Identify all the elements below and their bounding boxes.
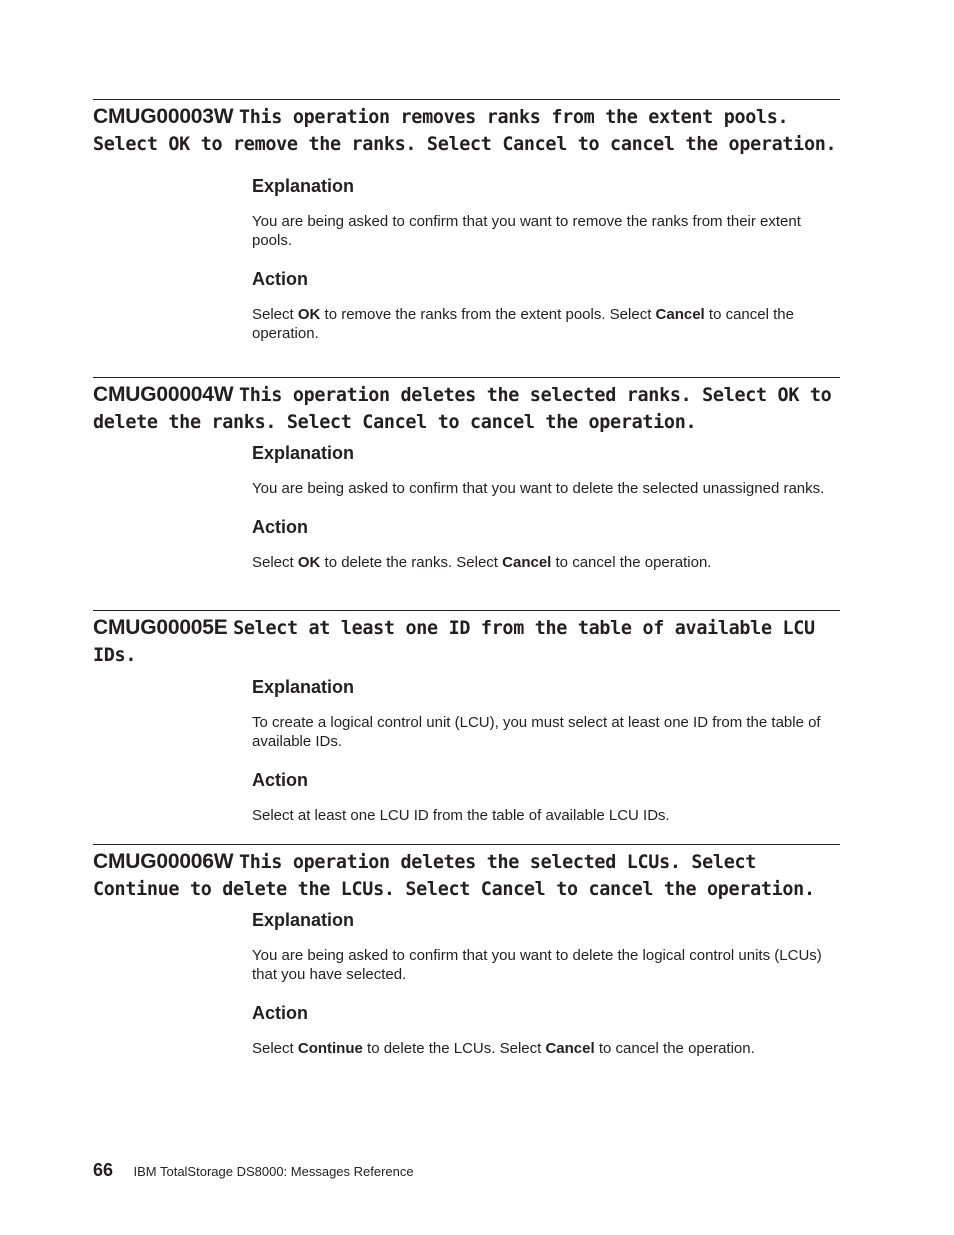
message-body [252, 175, 840, 343]
action-text-run: to cancel the operation. [551, 554, 712, 571]
message-heading [93, 849, 840, 903]
action-text-run: Select [252, 554, 298, 571]
message-title: This operation removes ranks from the extent pools. Select OK to remove the ranks. Select Cancel to cancel the operation. [93, 107, 837, 155]
message-id: CMUG00006W [93, 850, 234, 873]
explanation-heading: Explanation [252, 443, 355, 463]
book-title: IBM TotalStorage DS8000: Messages Reference [133, 1164, 414, 1179]
action-heading: Action [252, 269, 308, 289]
action-text-run: Select [252, 1040, 298, 1057]
message-entry [93, 844, 840, 1058]
action-heading: Action [252, 1003, 308, 1023]
action-keyword: OK [297, 554, 321, 571]
action-text [252, 1039, 840, 1058]
message-entry [93, 377, 840, 572]
explanation-heading: Explanation [252, 677, 355, 697]
message-id: CMUG00005E [93, 616, 228, 639]
message-id: CMUG00003W [93, 105, 234, 128]
message-entry [93, 610, 840, 825]
message-heading [93, 382, 840, 436]
action-text [252, 305, 840, 343]
message-title: Select at least one ID from the table of available LCU IDs. [93, 618, 815, 666]
action-text-run: Select at least one LCU ID from the table of available LCU IDs. [252, 807, 670, 824]
message-entry [93, 99, 840, 343]
message-heading [93, 104, 840, 158]
action-keyword: Cancel [502, 554, 552, 571]
action-text-run: to remove the ranks from the extent pools. Select [320, 306, 656, 323]
message-title: This operation deletes the selected ranks. Select OK to delete the ranks. Select Cancel to cancel the operation. [93, 385, 832, 433]
action-heading: Action [252, 517, 308, 537]
message-heading [93, 615, 840, 669]
explanation-text: To create a logical control unit (LCU), you must select at least one ID from the table of available IDs. [252, 714, 821, 750]
action-heading: Action [252, 770, 308, 790]
action-text-run: to cancel the operation. [594, 1040, 755, 1057]
action-keyword: Cancel [545, 1040, 595, 1057]
action-text-run: to delete the LCUs. Select [362, 1040, 546, 1057]
action-text-run: to cancel the operation. [252, 306, 794, 342]
action-text-run: Select [252, 306, 298, 323]
action-keyword: Cancel [655, 306, 705, 323]
message-body [252, 909, 840, 1058]
action-keyword: OK [297, 306, 321, 323]
page-number: 66 [93, 1160, 114, 1180]
message-title: This operation deletes the selected LCUs. Select Continue to delete the LCUs. Select Cancel to cancel the operation. [93, 852, 815, 900]
explanation-heading: Explanation [252, 176, 355, 196]
message-id: CMUG00004W [93, 383, 234, 406]
explanation-heading: Explanation [252, 910, 355, 930]
explanation-text: You are being asked to confirm that you want to delete the logical control units (LCUs) that you have selected. [252, 947, 822, 983]
explanation-text: You are being asked to confirm that you want to delete the selected unassigned ranks. [252, 480, 825, 497]
action-keyword: Continue [297, 1040, 363, 1057]
action-text-run: to delete the ranks. Select [320, 554, 503, 571]
message-body [252, 676, 840, 825]
page-footer [93, 1160, 414, 1181]
action-text [252, 553, 840, 572]
action-text [252, 806, 840, 825]
message-body [252, 442, 840, 572]
explanation-text: You are being asked to confirm that you want to remove the ranks from their extent pools. [252, 213, 801, 249]
